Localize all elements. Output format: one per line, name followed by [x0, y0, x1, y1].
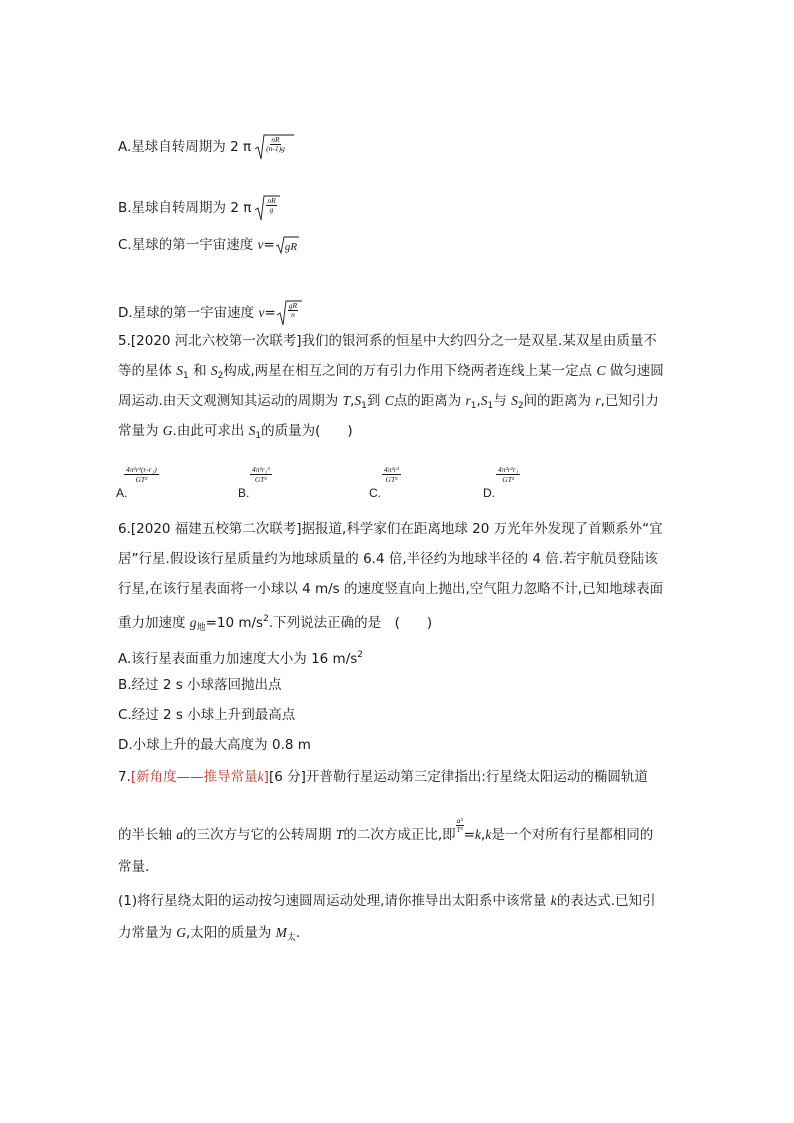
q7-line-1	[118, 767, 648, 787]
subscript: 1	[470, 401, 477, 411]
subscript: 太	[286, 933, 296, 943]
symbol-t: T	[342, 393, 351, 408]
sqrt-expression	[254, 132, 294, 162]
symbol-r: r	[595, 393, 601, 408]
superscript: 2	[263, 614, 269, 624]
text: 的表达式.已知引	[556, 893, 656, 909]
text: .	[295, 925, 301, 941]
option-6d: D.小球上升的最大高度为 0.8 m	[118, 737, 311, 753]
subscript: 2	[517, 401, 524, 411]
denominator: T²	[456, 825, 463, 834]
text: ,	[480, 827, 486, 843]
text: 构成,两星在相互之间的万有引力作用下绕两者连线上某一定点	[223, 363, 597, 379]
symbol-k: k	[550, 893, 557, 908]
text: 7.	[118, 769, 131, 785]
numerator: 4π²r²(r-r₁)	[126, 465, 157, 474]
superscript: 2	[357, 650, 364, 660]
velocity-symbol: v	[258, 305, 265, 320]
q7-part-1-line-2	[118, 923, 300, 948]
text: A.该行星表面重力加速度大小为 16 m/s	[118, 651, 358, 667]
symbol-s1: S	[176, 363, 184, 378]
symbol-s1: S	[248, 423, 256, 438]
radicand-denominator: n	[291, 310, 295, 319]
option-5b-label: B.	[238, 486, 250, 500]
q7-line-3: 常量.	[118, 859, 150, 875]
text: 是一个对所有行星都相同的	[491, 827, 654, 843]
kepler-fraction	[456, 817, 464, 834]
option-5c-fraction	[382, 465, 401, 484]
text: =10 m/s	[205, 615, 264, 631]
option-5b-fraction	[250, 465, 272, 484]
numerator: a³	[456, 816, 463, 825]
radicand-numerator: nR	[271, 135, 280, 144]
option-text: A.星球自转周期为 2 π	[118, 139, 252, 155]
text: 的质量为( )	[261, 423, 353, 439]
q6-line-1: 6.[2020 福建五校第二次联考]据报道,科学家们在距离地球 20 万光年外发现了首颗系外“宜	[118, 521, 663, 537]
symbol-g: g	[189, 615, 197, 630]
q6-line-3: 行星,在该行星表面将一小球以 4 m/s 的速度竖直向上抛出,空气阻力忽略不计,已知地球表面	[118, 581, 664, 597]
text: 做匀速圆	[609, 363, 664, 379]
question-tag	[131, 769, 269, 785]
symbol-s1: S	[480, 393, 488, 408]
text: 的半长轴	[118, 827, 177, 843]
text: 等的星体	[118, 363, 177, 379]
equals-sign: =	[263, 237, 275, 253]
option-4d	[118, 298, 302, 328]
q7-part-1-line-1	[118, 891, 656, 911]
symbol-t: T	[335, 827, 344, 842]
symbol-s1: S	[354, 393, 362, 408]
symbol-g: G	[162, 423, 173, 438]
option-text: B.星球自转周期为 2 π	[118, 200, 252, 216]
text: 周运动.由天文观测知其运动的周期为	[118, 393, 343, 409]
symbol-s2: S	[210, 363, 218, 378]
text: 和	[193, 363, 211, 379]
subscript: 1	[183, 371, 189, 381]
text: ]	[263, 769, 269, 785]
text: (1)将行星绕太阳的运动按匀速圆周运动处理,请你推导出太阳系中该常量	[118, 893, 551, 909]
q5-line-3	[118, 391, 659, 416]
option-6b: B.经过 2 s 小球落回抛出点	[118, 677, 282, 693]
radicand-denominator: g	[269, 205, 274, 214]
option-text: C.星球的第一宇宙速度	[118, 237, 258, 253]
text: [新角度——推导常量	[130, 769, 258, 785]
sqrt-expression	[254, 193, 280, 223]
text: [6 分]开普勒行星运动第三定律指出:行星绕太阳运动的椭圆轨道	[268, 769, 648, 785]
q6-line-4	[118, 609, 432, 638]
denominator: GT²	[502, 475, 515, 484]
option-4a	[118, 132, 294, 162]
option-5d-label: D.	[483, 486, 495, 500]
radicand: gR	[284, 241, 298, 253]
denominator: GT²	[135, 475, 148, 484]
text: 的三次方与它的公转周期	[183, 827, 336, 843]
option-4b	[118, 193, 280, 223]
symbol-g: G	[176, 925, 187, 940]
option-5d-fraction	[496, 465, 520, 484]
text: 力常量为	[118, 925, 177, 941]
symbol-r1: r	[465, 393, 471, 408]
subscript: 1	[361, 401, 367, 411]
option-5a-label: A.	[116, 486, 128, 500]
radicand-numerator: gR	[288, 301, 298, 310]
subscript: 地	[196, 623, 206, 633]
text: 到	[366, 393, 385, 409]
subscript: 2	[217, 371, 224, 381]
subscript: 1	[255, 431, 262, 441]
denominator: GT²	[385, 475, 398, 484]
option-5a-fraction	[124, 465, 159, 484]
symbol-s2: S	[511, 393, 518, 408]
text: ,	[350, 393, 355, 409]
text: 点的距离为	[393, 393, 466, 409]
q6-line-2: 居”行星.假设该行星质量约为地球质量的 6.4 倍,半径约为地球半径的 4 倍.若宇航员登陆该	[118, 551, 658, 567]
q5-line-4	[118, 421, 353, 446]
option-5c-label: C.	[369, 486, 381, 500]
numerator: 4π²r₁³	[252, 465, 270, 474]
symbol-m: M	[275, 925, 287, 940]
text: ,已知引力	[600, 393, 659, 409]
numerator: 4π²r³	[384, 465, 399, 474]
symbol-c: C	[596, 363, 606, 378]
equals-sign: =	[264, 305, 276, 321]
q5-line-2	[118, 361, 664, 386]
denominator: GT²	[254, 475, 267, 484]
text: ,太阳的质量为	[186, 925, 276, 941]
text: 常量为	[118, 423, 163, 439]
sqrt-expression	[276, 298, 302, 328]
option-text: D.星球的第一宇宙速度	[118, 305, 259, 321]
option-6c: C.经过 2 s 小球上升到最高点	[118, 707, 296, 723]
text: 与	[493, 393, 512, 409]
radicand-numerator: nR	[267, 196, 276, 205]
option-6a	[118, 645, 363, 669]
sqrt-expression	[275, 235, 299, 255]
symbol-k: k	[257, 769, 264, 784]
q7-line-2	[118, 816, 654, 850]
radicand-denominator: (n-1)g	[266, 144, 285, 153]
symbol-c: C	[384, 393, 394, 408]
velocity-symbol: v	[257, 237, 264, 252]
text: =	[463, 827, 475, 843]
text: .由此可求出	[172, 423, 249, 439]
symbol-a: a	[176, 827, 184, 842]
text: 间的距离为	[523, 393, 596, 409]
q5-line-1: 5.[2020 河北六校第一次联考]我们的银河系的恒星中大约四分之一是双星.某双星由质量不	[118, 333, 657, 349]
text: 的二次方成正比,即	[343, 827, 456, 843]
text: 重力加速度	[118, 615, 190, 631]
numerator: 4π²r²r₁	[498, 465, 519, 474]
symbol-k: k	[474, 827, 481, 842]
text: ,	[476, 393, 481, 409]
subscript: 1	[487, 401, 494, 411]
option-4c	[118, 235, 299, 255]
text: .下列说法正确的是 ( )	[268, 615, 433, 631]
symbol-k: k	[485, 827, 492, 842]
